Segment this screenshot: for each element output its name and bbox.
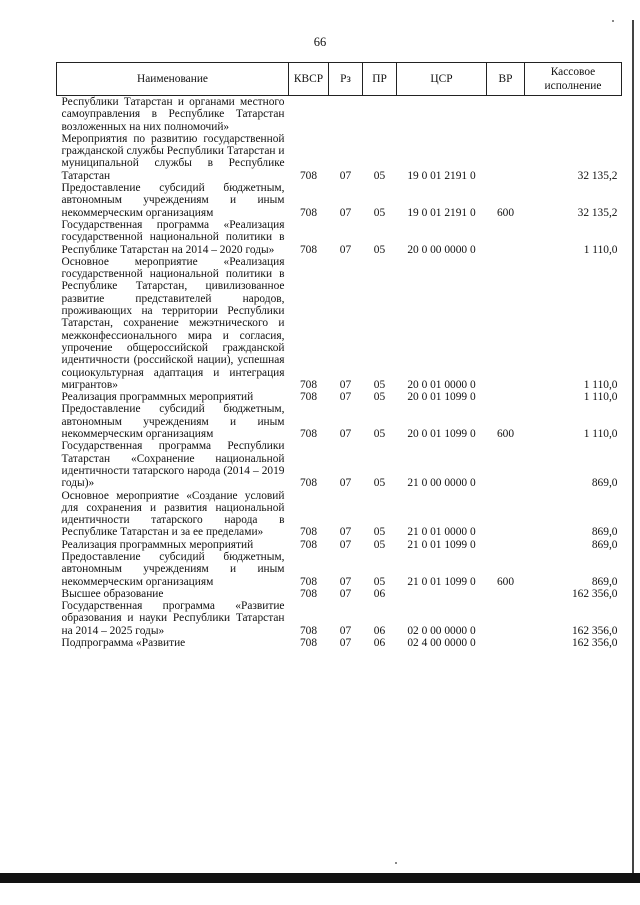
cell-name: Государственная программа «Развитие образования и науки Республики Татарстан на 2014 – 2025 годы» bbox=[61, 600, 285, 637]
cell-vr: 600 bbox=[496, 575, 515, 588]
cell-kvsr: 708 bbox=[299, 391, 318, 404]
cell-amount: 1 110,0 bbox=[583, 243, 618, 256]
cell-kvsr bbox=[289, 96, 329, 133]
cell-name: Предоставление субсидий бюджетным, автономным учреждениям и иным некоммерческим организациям bbox=[61, 403, 285, 441]
scan-speck bbox=[395, 862, 397, 864]
header-amount: Кассовое исполнение bbox=[525, 63, 622, 96]
cell-kvsr: 708 bbox=[299, 526, 318, 539]
cell-vr bbox=[487, 219, 525, 256]
cell-vr: 600 bbox=[496, 206, 515, 219]
cell-name: Реализация программных мероприятий bbox=[61, 391, 254, 404]
cell-kvsr: 708 bbox=[299, 428, 318, 441]
cell-csr: 20 0 01 0000 0 bbox=[407, 378, 476, 391]
table-row bbox=[57, 539, 622, 551]
cell-csr bbox=[397, 588, 487, 600]
cell-kvsr: 708 bbox=[299, 538, 318, 551]
table-row bbox=[57, 391, 622, 403]
table-row bbox=[57, 256, 622, 391]
cell-pr: 05 bbox=[373, 538, 386, 551]
table-row bbox=[57, 219, 622, 256]
cell-kvsr: 708 bbox=[299, 206, 318, 219]
cell-csr: 21 0 00 0000 0 bbox=[407, 477, 476, 490]
cell-name: Республики Татарстан и органами местного самоуправления в Республике Татарстан возложенных на них полномочий» bbox=[61, 96, 285, 133]
cell-kvsr: 708 bbox=[299, 587, 318, 600]
cell-amount: 1 110,0 bbox=[583, 391, 618, 404]
cell-vr bbox=[487, 490, 525, 539]
cell-vr bbox=[487, 637, 525, 649]
cell-name: Предоставление субсидий бюджетным, автономным учреждениям и иным некоммерческим организациям bbox=[61, 550, 285, 588]
cell-csr: 02 4 00 0000 0 bbox=[407, 637, 476, 650]
cell-pr: 05 bbox=[373, 428, 386, 441]
cell-amount: 869,0 bbox=[591, 526, 618, 539]
table-row bbox=[57, 490, 622, 539]
cell-vr bbox=[487, 96, 525, 133]
cell-amount: 869,0 bbox=[591, 538, 618, 551]
cell-rz: 07 bbox=[339, 587, 352, 600]
header-rz: Рз bbox=[329, 63, 363, 96]
cell-kvsr: 708 bbox=[299, 169, 318, 182]
cell-name: Государственная программа «Реализация государственной национальной политики в Республике Татарстан на 2014 – 2020 годы» bbox=[61, 218, 285, 256]
cell-rz: 07 bbox=[339, 169, 352, 182]
cell-rz: 07 bbox=[339, 206, 352, 219]
cell-vr bbox=[487, 539, 525, 551]
cell-kvsr: 708 bbox=[299, 637, 318, 650]
cell-csr: 20 0 01 1099 0 bbox=[407, 391, 476, 404]
cell-amount: 162 356,0 bbox=[571, 637, 618, 650]
cell-name: Мероприятия по развитию государственной гражданской службы Республики Татарстан и муниципальной службы в Республике Татарстан bbox=[61, 132, 285, 182]
cell-vr bbox=[487, 256, 525, 391]
cell-vr: 600 bbox=[496, 428, 515, 441]
cell-pr: 05 bbox=[373, 575, 386, 588]
cell-pr: 05 bbox=[373, 391, 386, 404]
table-row bbox=[57, 403, 622, 440]
cell-kvsr: 708 bbox=[299, 575, 318, 588]
cell-kvsr: 708 bbox=[299, 378, 318, 391]
scan-right-edge bbox=[632, 20, 634, 875]
cell-rz: 07 bbox=[339, 575, 352, 588]
header-name: Наименование bbox=[57, 63, 289, 96]
cell-rz: 07 bbox=[339, 243, 352, 256]
cell-rz: 07 bbox=[339, 637, 352, 650]
cell-pr: 05 bbox=[373, 378, 386, 391]
cell-pr: 05 bbox=[373, 477, 386, 490]
cell-rz: 07 bbox=[339, 477, 352, 490]
table-row bbox=[57, 637, 622, 649]
cell-csr: 21 0 01 0000 0 bbox=[407, 526, 476, 539]
cell-csr: 20 0 01 1099 0 bbox=[407, 428, 476, 441]
table-row bbox=[57, 588, 622, 600]
header-vr: ВР bbox=[487, 63, 525, 96]
cell-kvsr: 708 bbox=[299, 477, 318, 490]
header-pr: ПР bbox=[363, 63, 397, 96]
table-row bbox=[57, 440, 622, 489]
table-body bbox=[57, 96, 622, 650]
cell-vr bbox=[487, 588, 525, 600]
cell-amount: 32 135,2 bbox=[577, 169, 618, 182]
cell-pr bbox=[363, 96, 397, 133]
cell-vr bbox=[487, 391, 525, 403]
cell-name: Основное мероприятие «Реализация государственной национальной политики в Республике Татарстан, цивилизованное развитие представителей народов, проживающих на территории Республики Татарстан, сохранение межэтнического и межконфессионального мира и согласия, упрочение общероссийской гражданской идентичности (российской нации), успешная социокультурная адаптация и интеграция мигрантов» bbox=[61, 255, 285, 391]
cell-name: Предоставление субсидий бюджетным, автономным учреждениям и иным некоммерческим организациям bbox=[61, 182, 285, 219]
cell-vr bbox=[487, 600, 525, 637]
cell-vr bbox=[487, 133, 525, 182]
cell-pr: 06 bbox=[373, 624, 386, 637]
budget-execution-table bbox=[56, 62, 622, 649]
table-row bbox=[57, 133, 622, 182]
cell-rz: 07 bbox=[339, 391, 352, 404]
header-csr: ЦСР bbox=[397, 63, 487, 96]
cell-pr: 06 bbox=[373, 587, 386, 600]
cell-amount: 869,0 bbox=[591, 477, 618, 490]
cell-name: Высшее образование bbox=[61, 587, 164, 600]
cell-csr: 19 0 01 2191 0 bbox=[407, 206, 476, 219]
cell-rz bbox=[329, 96, 363, 133]
cell-amount: 162 356,0 bbox=[571, 624, 618, 637]
cell-name: Государственная программа Республики Татарстан «Сохранение национальной идентичности татарского народа (2014 – 2019 годы)» bbox=[61, 440, 285, 490]
table-row bbox=[57, 96, 622, 133]
cell-amount: 869,0 bbox=[591, 575, 618, 588]
cell-amount: 162 356,0 bbox=[571, 587, 618, 600]
cell-kvsr: 708 bbox=[299, 624, 318, 637]
scan-speck bbox=[612, 20, 614, 22]
table-header-row bbox=[57, 63, 622, 96]
page-number: 66 bbox=[313, 35, 327, 49]
header-kvsr: КВСР bbox=[289, 63, 329, 96]
cell-rz: 07 bbox=[339, 526, 352, 539]
cell-rz: 07 bbox=[339, 538, 352, 551]
table-row bbox=[57, 182, 622, 219]
cell-pr: 05 bbox=[373, 243, 386, 256]
cell-kvsr: 708 bbox=[299, 243, 318, 256]
cell-csr: 20 0 00 0000 0 bbox=[407, 243, 476, 256]
cell-rz: 07 bbox=[339, 428, 352, 441]
cell-csr: 19 0 01 2191 0 bbox=[407, 169, 476, 182]
cell-amount bbox=[525, 96, 622, 133]
cell-csr: 21 0 01 1099 0 bbox=[407, 538, 476, 551]
cell-pr: 05 bbox=[373, 206, 386, 219]
cell-vr bbox=[487, 440, 525, 489]
cell-csr: 02 0 00 0000 0 bbox=[407, 624, 476, 637]
cell-name: Реализация программных мероприятий bbox=[61, 538, 254, 551]
cell-pr: 05 bbox=[373, 526, 386, 539]
cell-pr: 05 bbox=[373, 169, 386, 182]
cell-rz: 07 bbox=[339, 378, 352, 391]
cell-name: Основное мероприятие «Создание условий для сохранения и развития национальной идентичности татарского народа в Республике Татарстан и за ее пределами» bbox=[61, 489, 285, 539]
cell-csr bbox=[397, 96, 487, 133]
cell-rz: 07 bbox=[339, 624, 352, 637]
table-row bbox=[57, 551, 622, 588]
table-row bbox=[57, 600, 622, 637]
cell-amount: 32 135,2 bbox=[577, 206, 618, 219]
cell-name: Подпрограмма «Развитие bbox=[61, 637, 186, 650]
cell-amount: 1 110,0 bbox=[583, 378, 618, 391]
cell-amount: 1 110,0 bbox=[583, 428, 618, 441]
scan-bottom-edge bbox=[0, 873, 640, 883]
cell-csr: 21 0 01 1099 0 bbox=[407, 575, 476, 588]
budget-table-container bbox=[56, 62, 621, 649]
cell-pr: 06 bbox=[373, 637, 386, 650]
